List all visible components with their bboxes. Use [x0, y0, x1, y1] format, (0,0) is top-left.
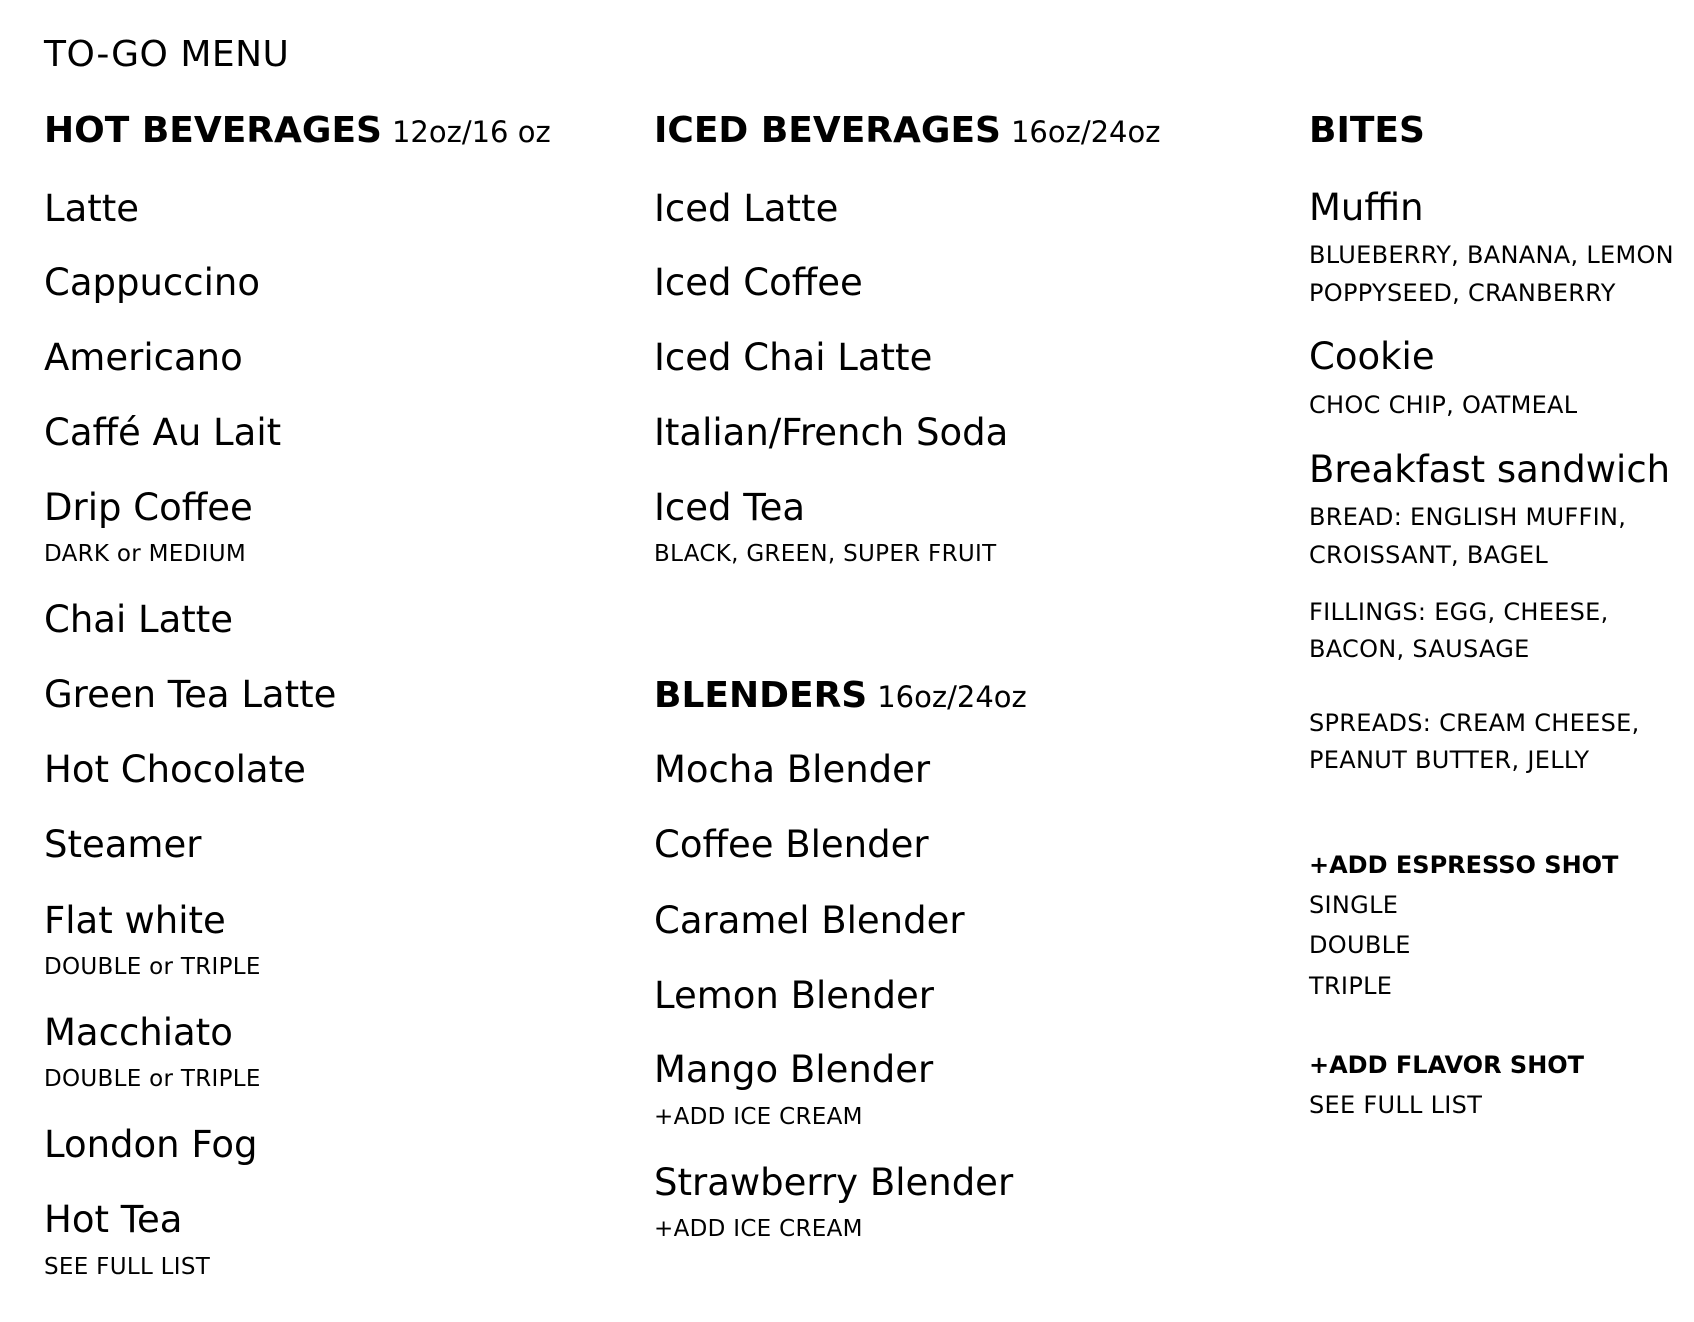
flavor-shot-see-full-list: SEE FULL LIST	[1309, 1091, 1483, 1119]
muffin-flavors-line-2: POPPYSEED, CRANBERRY	[1309, 279, 1616, 307]
menu-item-drip-coffee: Drip Coffee	[44, 486, 253, 529]
blenders-heading	[654, 675, 1027, 716]
menu-item-cafe-au-lait: Caffé Au Lait	[44, 411, 282, 454]
menu-item-iced-latte: Iced Latte	[654, 187, 839, 230]
menu-item-chai-latte: Chai Latte	[44, 598, 234, 641]
menu-item-cappuccino: Cappuccino	[44, 261, 260, 304]
sandwich-spreads-line-1: SPREADS: CREAM CHEESE,	[1309, 709, 1640, 737]
menu-item-mango-blender-note: +ADD ICE CREAM	[654, 1104, 863, 1130]
menu-item-drip-coffee-note: DARK or MEDIUM	[44, 541, 247, 567]
menu-item-mango-blender: Mango Blender	[654, 1048, 934, 1091]
iced-beverages-heading	[654, 110, 1161, 151]
menu-item-iced-coffee: Iced Coffee	[654, 261, 863, 304]
menu-title: TO-GO MENU	[44, 34, 290, 75]
menu-item-iced-tea: Iced Tea	[654, 486, 806, 529]
menu-item-coffee-blender: Coffee Blender	[654, 823, 929, 866]
menu-item-lemon-blender: Lemon Blender	[654, 974, 934, 1017]
menu-item-breakfast-sandwich: Breakfast sandwich	[1309, 448, 1671, 491]
menu-item-flat-white-note: DOUBLE or TRIPLE	[44, 954, 261, 980]
sandwich-bread-line-2: CROISSANT, BAGEL	[1309, 541, 1548, 569]
hot-beverages-title: HOT BEVERAGES	[44, 110, 382, 151]
menu-item-iced-tea-note: BLACK, GREEN, SUPER FRUIT	[654, 541, 997, 567]
menu-item-muffin: Muffin	[1309, 186, 1424, 229]
menu-item-iced-chai-latte: Iced Chai Latte	[654, 336, 933, 379]
menu-item-mocha-blender: Mocha Blender	[654, 748, 931, 791]
menu-item-latte: Latte	[44, 187, 140, 230]
menu-item-italian-french-soda: Italian/French Soda	[654, 411, 1009, 454]
menu-item-strawberry-blender: Strawberry Blender	[654, 1161, 1014, 1204]
espresso-option-single: SINGLE	[1309, 891, 1399, 919]
blenders-sizes: 16oz/24oz	[877, 680, 1027, 714]
menu-item-hot-chocolate: Hot Chocolate	[44, 748, 306, 791]
menu-item-hot-tea-note: SEE FULL LIST	[44, 1254, 211, 1280]
sandwich-fillings-line-1: FILLINGS: EGG, CHEESE,	[1309, 598, 1609, 626]
hot-beverages-sizes: 12oz/16 oz	[391, 115, 551, 149]
iced-beverages-title: ICED BEVERAGES	[654, 110, 1001, 151]
menu-item-london-fog: London Fog	[44, 1123, 258, 1166]
sandwich-spreads-line-2: PEANUT BUTTER, JELLY	[1309, 746, 1590, 774]
menu-item-caramel-blender: Caramel Blender	[654, 899, 965, 942]
espresso-option-triple: TRIPLE	[1309, 972, 1393, 1000]
menu-item-cookie: Cookie	[1309, 335, 1435, 378]
hot-beverages-heading	[44, 110, 551, 151]
espresso-option-double: DOUBLE	[1309, 931, 1411, 959]
menu-item-hot-tea: Hot Tea	[44, 1198, 183, 1241]
sandwich-fillings-line-2: BACON, SAUSAGE	[1309, 635, 1530, 663]
iced-beverages-sizes: 16oz/24oz	[1010, 115, 1161, 149]
add-espresso-shot-title: +ADD ESPRESSO SHOT	[1309, 851, 1619, 879]
sandwich-bread-line-1: BREAD: ENGLISH MUFFIN,	[1309, 503, 1627, 531]
menu-item-green-tea-latte: Green Tea Latte	[44, 673, 337, 716]
add-flavor-shot-title: +ADD FLAVOR SHOT	[1309, 1051, 1585, 1079]
menu-item-macchiato-note: DOUBLE or TRIPLE	[44, 1066, 261, 1092]
cookie-flavors: CHOC CHIP, OATMEAL	[1309, 391, 1578, 419]
menu-item-americano: Americano	[44, 336, 243, 379]
menu-item-flat-white: Flat white	[44, 899, 226, 942]
menu-item-strawberry-blender-note: +ADD ICE CREAM	[654, 1216, 863, 1242]
muffin-flavors-line-1: BLUEBERRY, BANANA, LEMON	[1309, 241, 1674, 269]
menu-item-macchiato: Macchiato	[44, 1011, 233, 1054]
bites-heading: BITES	[1309, 110, 1425, 151]
menu-item-steamer: Steamer	[44, 823, 202, 866]
blenders-title: BLENDERS	[654, 675, 868, 716]
